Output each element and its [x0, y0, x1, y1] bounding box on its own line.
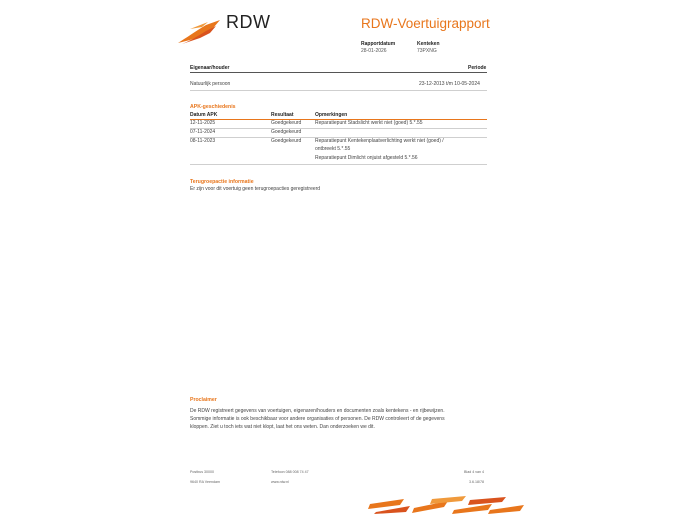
recall-text: Er zijn voor dit voertuig geen terugroepacties geregistreerd [190, 186, 321, 192]
disclaimer-line-2: Sommige informatie is ook beschikbaar voor andere organisaties of personen. De RDW controleert of de gegevens [190, 416, 445, 422]
period-column-header: Periode [468, 65, 487, 71]
apk-bottom-rule [190, 164, 487, 165]
footer-phone: Telefoon 088 008 74 47 [271, 470, 309, 474]
apk-row-1-remark-1: Reparatiepunt Stadslicht werkt niet (goed) 5.*.55 [315, 120, 423, 126]
apk-col-result: Resultaat [271, 112, 294, 118]
brand-name: RDW [226, 12, 271, 32]
kenteken-label: Kenteken [417, 41, 440, 47]
apk-col-date: Datum APK [190, 112, 218, 118]
disclaimer-line-3: kloppen. Ziet u toch iets wat niet klopt, laat het ons weten. Dan onderzoeken we dit. [190, 424, 375, 430]
apk-row-2-date: 07-11-2024 [190, 129, 216, 135]
apk-row-3-result: Goedgekeurd [271, 138, 302, 144]
apk-row-3-remark-3: Reparatiepunt Dimlicht onjuist afgesteld 5.*.56 [315, 155, 418, 161]
apk-row-3-remark-1: Reparatiepunt Kentekenplaatverlichting werkt niet (goed) / [315, 138, 444, 144]
kenteken-value: 73PXNG [417, 48, 437, 54]
apk-row-3-remark-2: ontbreekt 5.*.55 [315, 146, 351, 152]
report-title: RDW-Voertuigrapport [361, 16, 490, 31]
footer-page-number: Blad 4 van 4 [464, 470, 484, 474]
footer-city: 9640 RA Veendam [190, 480, 220, 484]
footer-version: 3.6.18/78 [469, 480, 484, 484]
owner-value: Natuurlijk persoon [190, 81, 231, 87]
footer-web[interactable]: www.rdw.nl [271, 480, 289, 484]
apk-row-1-result: Goedgekeurd [271, 120, 302, 126]
period-value: 23-12-2013 t/m 10-05-2024 [419, 81, 480, 87]
recall-heading: Terugroepactie informatie [190, 179, 254, 185]
apk-heading: APK-geschiedenis [190, 104, 236, 110]
disclaimer-line-1: De RDW registreert gegevens van voertuigen, eigenaren/houders en documenten zoals kentekens - en rijbewijzen. [190, 408, 445, 414]
owner-rule [190, 72, 487, 73]
disclaimer-heading: Proclaimer [190, 397, 217, 403]
apk-col-remarks: Opmerkingen [315, 112, 348, 118]
rapportdatum-label: Rapportdatum [361, 41, 396, 47]
footer-postbus: Postbus 30000 [190, 470, 214, 474]
rdw-logo-icon [176, 19, 224, 47]
apk-row-3-date: 08-11-2023 [190, 138, 216, 144]
decorative-stripes-icon [366, 496, 526, 514]
apk-row-rule [190, 128, 487, 129]
owner-column-header: Eigenaar/houder [190, 65, 230, 71]
apk-row-1-date: 12-11-2025 [190, 120, 216, 126]
apk-row-2-result: Goedgekeurd [271, 129, 302, 135]
owner-bottom-rule [190, 90, 487, 91]
rapportdatum-value: 28-01-2026 [361, 48, 387, 54]
